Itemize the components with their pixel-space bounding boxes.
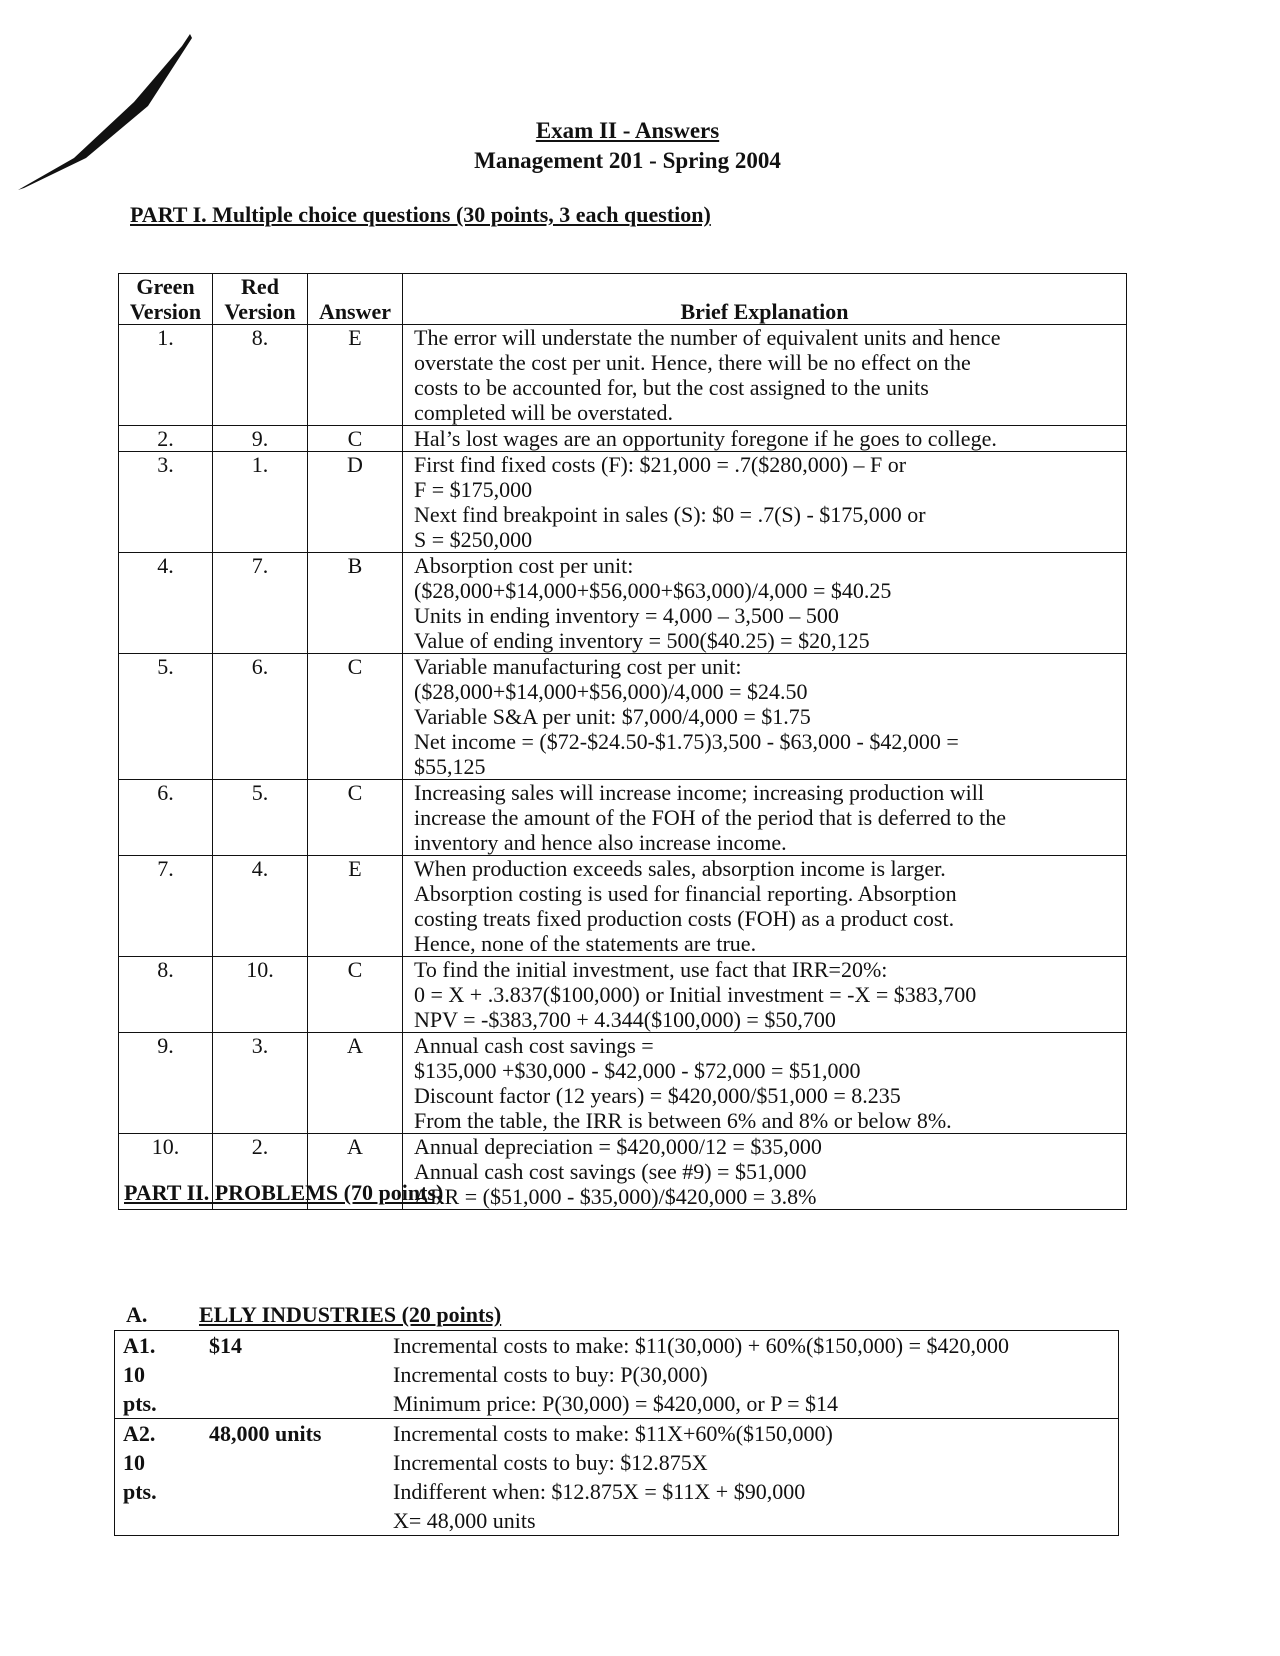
problem-id-cell	[115, 1331, 202, 1419]
red-version-number: 4.	[213, 856, 308, 957]
explanation-line: Discount factor (12 years) = $420,000/$51,000 = 8.235	[414, 1083, 901, 1108]
problems-rows	[115, 1331, 1119, 1536]
green-version-number: 1.	[119, 325, 213, 426]
problems-table	[114, 1330, 1119, 1536]
table-row	[119, 957, 1127, 1033]
explanation-cell	[403, 1033, 1127, 1134]
explanation-cell	[403, 553, 1127, 654]
part1-heading: PART I. Multiple choice questions (30 points, 3 each question)	[130, 202, 711, 227]
explanation-line: The error will understate the number of equivalent units and hence	[414, 325, 1001, 350]
answer-letter: E	[308, 856, 403, 957]
explanation-line: inventory and hence also increase income.	[414, 830, 787, 855]
col-brief-explanation: Brief Explanation	[403, 274, 1127, 325]
answer-letter: D	[308, 452, 403, 553]
explanation-line: Next find breakpoint in sales (S): $0 = .7(S) - $175,000 or	[414, 502, 926, 527]
problem-row	[115, 1419, 1119, 1536]
explanation-line: overstate the cost per unit. Hence, there will be no effect on the	[414, 350, 971, 375]
explanation-line: Annual cash cost savings (see #9) = $51,000	[414, 1159, 807, 1184]
answer-letter: C	[308, 426, 403, 452]
problem-id-line: 10	[123, 1362, 145, 1387]
table-row	[119, 780, 1127, 856]
explanation-line: costing treats fixed production costs (FOH) as a product cost.	[414, 906, 955, 931]
explanation-line: When production exceeds sales, absorption income is larger.	[414, 856, 946, 881]
explanation-cell	[403, 957, 1127, 1033]
problem-detail-line: X= 48,000 units	[393, 1508, 536, 1533]
red-version-number: 1.	[213, 452, 308, 553]
part2-heading: PART II. PROBLEMS (70 points)	[124, 1180, 444, 1205]
explanation-line: Variable S&A per unit: $7,000/4,000 = $1.75	[414, 704, 811, 729]
explanation-line: S = $250,000	[414, 527, 533, 552]
explanation-line: $135,000 +$30,000 - $42,000 - $72,000 = $51,000	[414, 1058, 861, 1083]
answer-letter: C	[308, 957, 403, 1033]
explanation-cell	[403, 325, 1127, 426]
problem-detail-line: Minimum price: P(30,000) = $420,000, or P = $14	[393, 1391, 839, 1416]
explanation-line: Absorption cost per unit:	[414, 553, 634, 578]
green-version-number: 6.	[119, 780, 213, 856]
problem-detail-cell	[383, 1331, 1119, 1419]
answer-letter: C	[308, 654, 403, 780]
problem-answer: $14	[201, 1331, 383, 1419]
problem-answer: 48,000 units	[201, 1419, 383, 1536]
explanation-line: Hence, none of the statements are true.	[414, 931, 757, 956]
red-version-number: 10.	[213, 957, 308, 1033]
explanation-line: Annual cash cost savings =	[414, 1033, 654, 1058]
problem-detail-line: Indifferent when: $12.875X = $11X + $90,000	[393, 1479, 806, 1504]
explanation-cell	[403, 1134, 1127, 1210]
explanation-line: Hal’s lost wages are an opportunity foregone if he goes to college.	[414, 426, 997, 451]
green-version-number: 5.	[119, 654, 213, 780]
multiple-choice-rows	[119, 325, 1127, 1210]
problem-detail-line: Incremental costs to make: $11(30,000) + 60%($150,000) = $420,000	[393, 1333, 1010, 1358]
table-row	[119, 654, 1127, 780]
problem-detail-cell	[383, 1419, 1119, 1536]
answer-letter: B	[308, 553, 403, 654]
explanation-line: ARR = ($51,000 - $35,000)/$420,000 = 3.8%	[414, 1184, 817, 1209]
explanation-line: Annual depreciation = $420,000/12 = $35,000	[414, 1134, 822, 1159]
explanation-line: Units in ending inventory = 4,000 – 3,500 – 500	[414, 603, 839, 628]
explanation-line: Variable manufacturing cost per unit:	[414, 654, 742, 679]
explanation-cell	[403, 856, 1127, 957]
pen-stroke-mark	[14, 30, 204, 200]
red-version-number: 2.	[213, 1134, 308, 1210]
red-version-number: 3.	[213, 1033, 308, 1134]
problem-detail-line: Incremental costs to make: $11X+60%($150,000)	[393, 1421, 833, 1446]
table-row	[119, 856, 1127, 957]
green-version-number: 8.	[119, 957, 213, 1033]
explanation-cell	[403, 780, 1127, 856]
red-version-number: 7.	[213, 553, 308, 654]
explanation-line: F = $175,000	[414, 477, 533, 502]
explanation-line: Absorption costing is used for financial reporting. Absorption	[414, 881, 957, 906]
table-row	[119, 426, 1127, 452]
explanation-line: To find the initial investment, use fact that IRR=20%:	[414, 957, 888, 982]
red-version-number: 8.	[213, 325, 308, 426]
explanation-line: completed will be overstated.	[414, 400, 674, 425]
table-header-row	[119, 274, 1127, 325]
section-a-letter: A.	[126, 1302, 148, 1327]
page-title: Exam II - Answers	[535, 118, 720, 143]
section-a-heading	[126, 1302, 502, 1328]
red-version-number: 5.	[213, 780, 308, 856]
table-row	[119, 553, 1127, 654]
problem-id-line: A1.	[123, 1333, 156, 1358]
problem-detail-line: Incremental costs to buy: $12.875X	[393, 1450, 708, 1475]
answer-letter: C	[308, 780, 403, 856]
explanation-line: Net income = ($72-$24.50-$1.75)3,500 - $63,000 - $42,000 =	[414, 729, 959, 754]
problem-id-line: pts.	[123, 1479, 157, 1504]
multiple-choice-table	[118, 273, 1127, 1210]
green-version-number: 4.	[119, 553, 213, 654]
explanation-cell	[403, 452, 1127, 553]
green-version-number: 3.	[119, 452, 213, 553]
answer-letter: A	[308, 1033, 403, 1134]
explanation-line: From the table, the IRR is between 6% and 8% or below 8%.	[414, 1108, 952, 1133]
table-row	[119, 452, 1127, 553]
explanation-line: $55,125	[414, 754, 486, 779]
answer-letter: E	[308, 325, 403, 426]
page-subtitle: Management 201 - Spring 2004	[474, 148, 781, 173]
section-a-title: ELLY INDUSTRIES (20 points)	[199, 1302, 502, 1327]
green-version-number: 7.	[119, 856, 213, 957]
explanation-line: costs to be accounted for, but the cost assigned to the units	[414, 375, 929, 400]
explanation-line: ($28,000+$14,000+$56,000+$63,000)/4,000 = $40.25	[414, 578, 892, 603]
explanation-line: ($28,000+$14,000+$56,000)/4,000 = $24.50	[414, 679, 808, 704]
explanation-line: Value of ending inventory = 500($40.25) = $20,125	[414, 628, 870, 653]
problem-row	[115, 1331, 1119, 1419]
col-green-version: Green Version	[119, 274, 213, 325]
problem-id-line: pts.	[123, 1391, 157, 1416]
red-version-number: 6.	[213, 654, 308, 780]
green-version-number: 10.	[119, 1134, 213, 1210]
col-red-version: Red Version	[213, 274, 308, 325]
explanation-line: Increasing sales will increase income; increasing production will	[414, 780, 984, 805]
explanation-cell	[403, 654, 1127, 780]
table-row	[119, 325, 1127, 426]
table-row	[119, 1033, 1127, 1134]
problem-detail-line: Incremental costs to buy: P(30,000)	[393, 1362, 708, 1387]
explanation-line: First find fixed costs (F): $21,000 = .7($280,000) – F or	[414, 452, 907, 477]
col-answer: Answer	[308, 274, 403, 325]
green-version-number: 2.	[119, 426, 213, 452]
explanation-line: NPV = -$383,700 + 4.344($100,000) = $50,700	[414, 1007, 836, 1032]
red-version-number: 9.	[213, 426, 308, 452]
explanation-cell	[403, 426, 1127, 452]
problem-id-cell	[115, 1419, 202, 1536]
problem-id-line: A2.	[123, 1421, 156, 1446]
green-version-number: 9.	[119, 1033, 213, 1134]
explanation-line: 0 = X + .3.837($100,000) or Initial investment = -X = $383,700	[414, 982, 977, 1007]
explanation-line: increase the amount of the FOH of the period that is deferred to the	[414, 805, 1006, 830]
problem-id-line: 10	[123, 1450, 145, 1475]
answer-letter: A	[308, 1134, 403, 1210]
